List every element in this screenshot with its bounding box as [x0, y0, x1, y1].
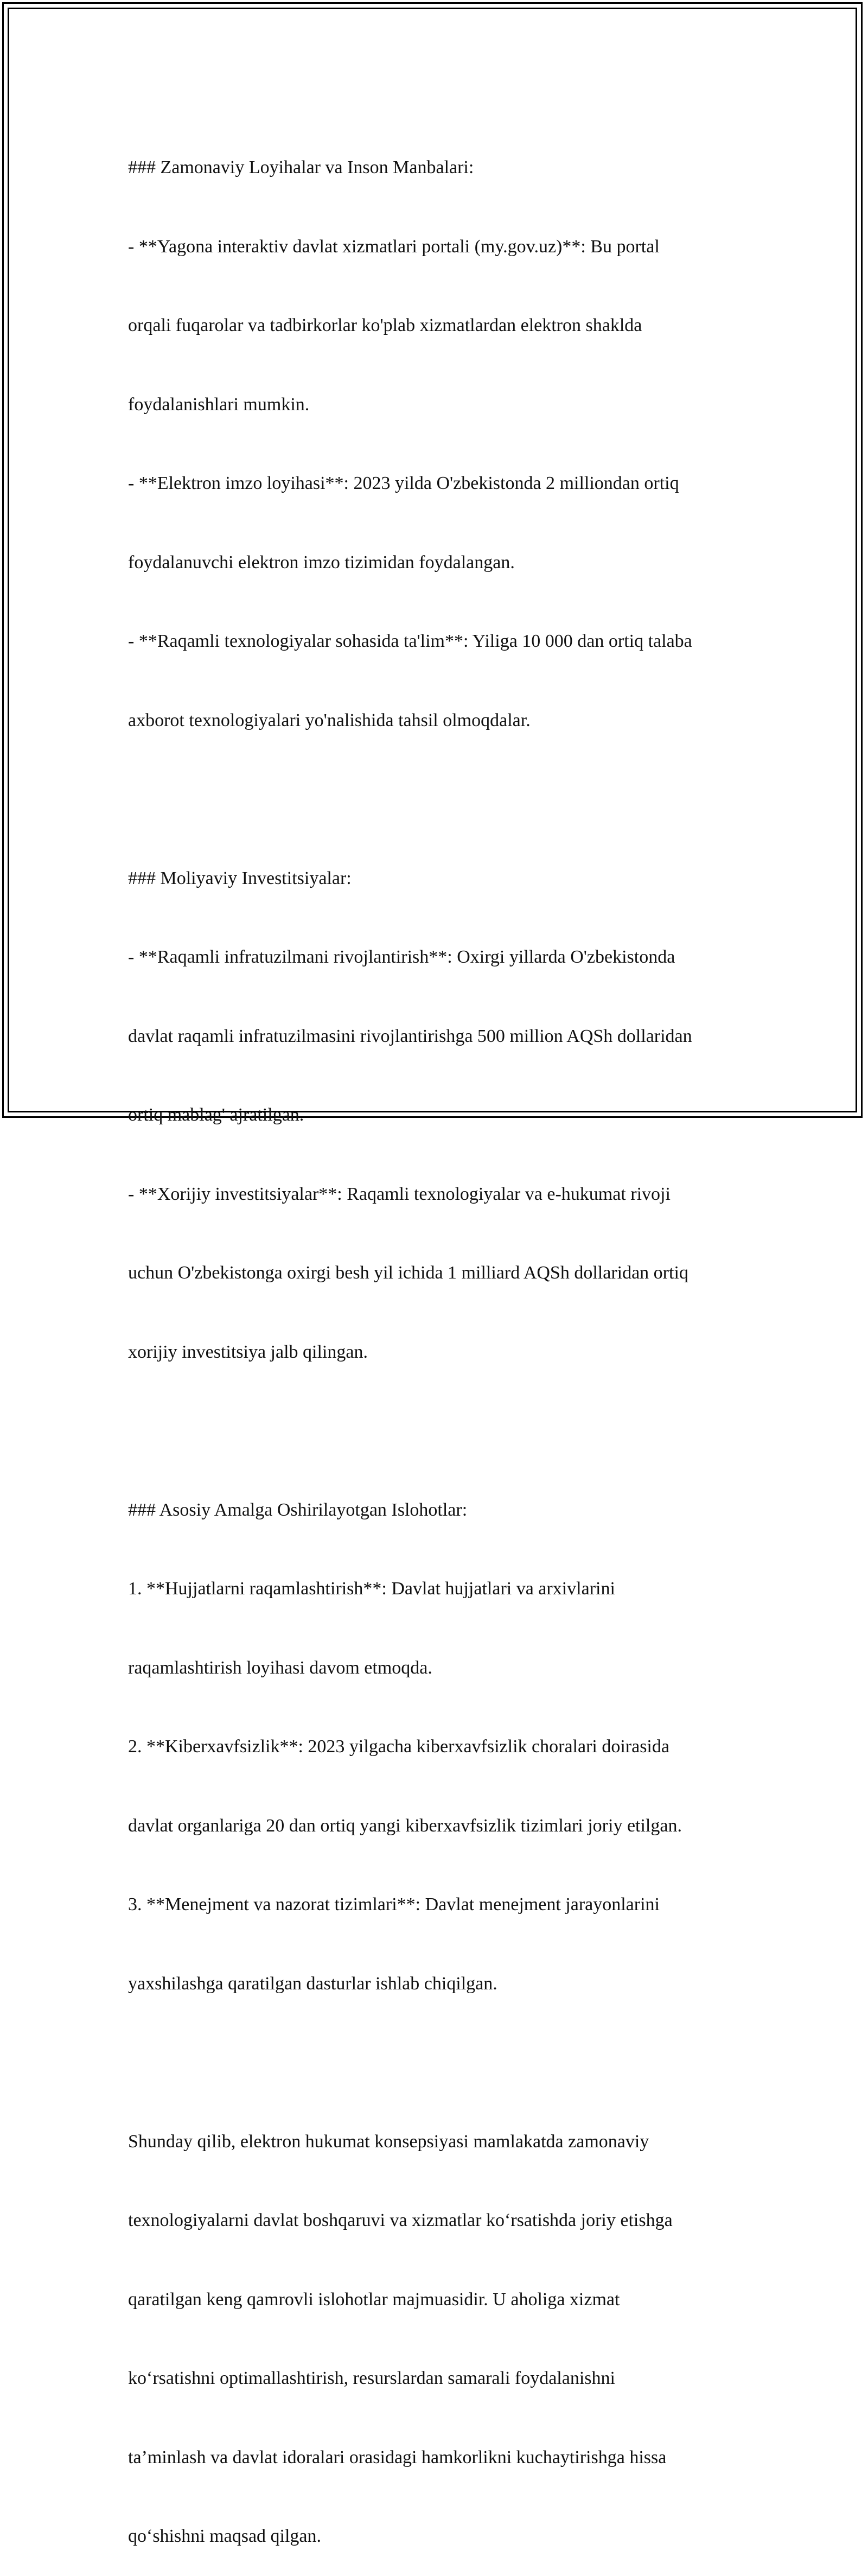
- text-line: uchun O'zbekistonga oxirgi besh yil ichida 1 milliard AQSh dollaridan ortiq: [128, 1263, 688, 1283]
- conclusion-line: Shunday qilib, elektron hukumat konsepsiyasi mamlakatda zamonaviy: [128, 2131, 649, 2152]
- text-line: axborot texnologiyalari yo'nalishida tahsil olmoqdalar.: [128, 710, 531, 730]
- conclusion-line: ko‘rsatishni optimallashtirish, resurslardan samarali foydalanishni: [128, 2368, 615, 2388]
- document-body: [128, 102, 757, 2576]
- text-line: - **Raqamli texnologiyalar sohasida ta'lim**: Yiliga 10 000 dan ortiq talaba: [128, 631, 692, 651]
- conclusion-line: qo‘shishni maqsad qilgan.: [128, 2526, 322, 2546]
- conclusion-line: ta’minlash va davlat idoralari orasidagi hamkorlikni kuchaytirishga hissa: [128, 2447, 667, 2467]
- text-line: - **Raqamli infratuzilmani rivojlantirish**: Oxirgi yillarda O'zbekistonda: [128, 947, 675, 967]
- text-line: orqali fuqarolar va tadbirkorlar ko'plab xizmatlardan elektron shaklda: [128, 315, 642, 335]
- text-line: - **Xorijiy investitsiyalar**: Raqamli texnologiyalar va e-hukumat rivoji: [128, 1184, 671, 1204]
- text-line: ortiq mablag' ajratilgan.: [128, 1105, 304, 1125]
- conclusion-line: texnologiyalarni davlat boshqaruvi va xizmatlar ko‘rsatishda joriy etishga: [128, 2210, 673, 2230]
- text-line: foydalanuvchi elektron imzo tizimidan foydalangan.: [128, 552, 515, 573]
- text-line: foydalanishlari mumkin.: [128, 394, 310, 415]
- text-line: 3. **Menejment va nazorat tizimlari**: Davlat menejment jarayonlarini: [128, 1894, 660, 1914]
- text-line: - **Yagona interaktiv davlat xizmatlari portali (my.gov.uz)**: Bu portal: [128, 236, 660, 257]
- text-line: 2. **Kiberxavfsizlik**: 2023 yilgacha kiberxavfsizlik choralari doirasida: [128, 1737, 669, 1757]
- text-line: davlat raqamli infratuzilmasini rivojlantirishga 500 million AQSh dollaridan: [128, 1026, 692, 1046]
- text-line: xorijiy investitsiya jalb qilingan.: [128, 1341, 368, 1362]
- heading-modern-projects: ### Zamonaviy Loyihalar va Inson Manbalari:: [128, 157, 474, 177]
- heading-main-reforms: ### Asosiy Amalga Oshirilayotgan Islohotlar:: [128, 1499, 468, 1520]
- text-line: - **Elektron imzo loyihasi**: 2023 yilda O'zbekistonda 2 milliondan ortiq: [128, 473, 679, 493]
- text-line: davlat organlariga 20 dan ortiq yangi kiberxavfsizlik tizimlari joriy etilgan.: [128, 1815, 682, 1836]
- blank-line: [128, 786, 757, 813]
- text-line: yaxshilashga qaratilgan dasturlar ishlab chiqilgan.: [128, 1973, 497, 1994]
- text-line: 1. **Hujjatlarni raqamlashtirish**: Davlat hujjatlari va arxivlarini: [128, 1579, 615, 1599]
- conclusion-line: qaratilgan keng qamrovli islohotlar majmuasidir. U aholiga xizmat: [128, 2289, 620, 2310]
- text-line: raqamlashtirish loyihasi davom etmoqda.: [128, 1657, 432, 1678]
- heading-financial-investments: ### Moliyaviy Investitsiyalar:: [128, 868, 352, 888]
- blank-line: [128, 2050, 757, 2076]
- blank-line: [128, 1418, 757, 1445]
